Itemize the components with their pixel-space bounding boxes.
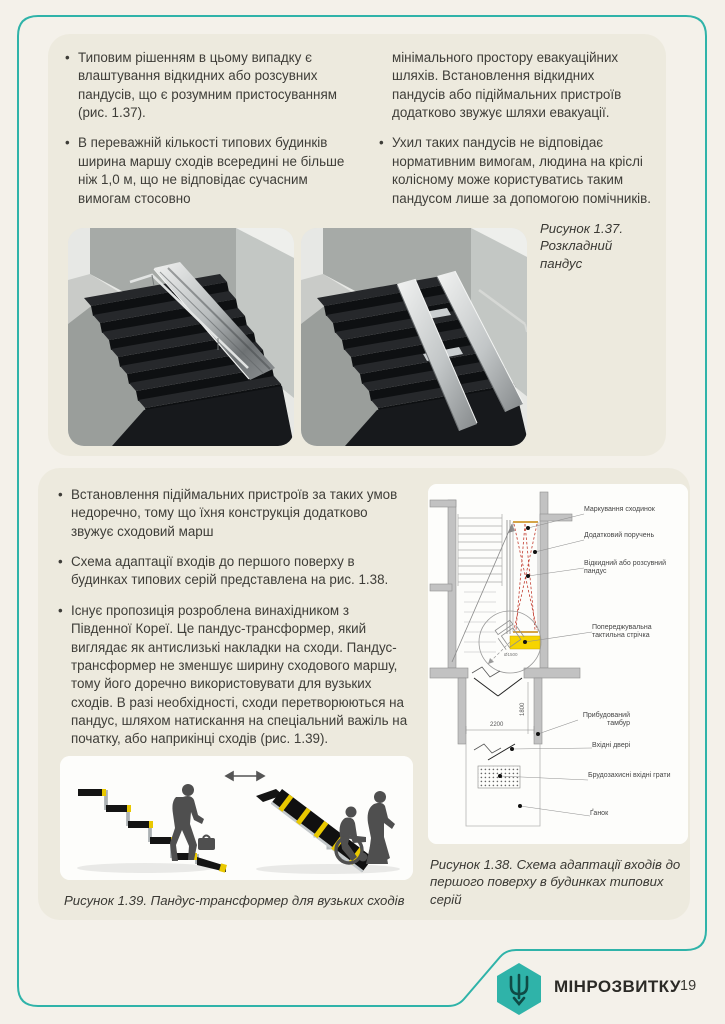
figure-1-39-caption: Рисунок 1.39. Пандус-трансформер для вузьких сходів [64,893,405,908]
paragraph-text: Ухил таких пандусів не відповідає нормативним вимогам, людина на кріслі колісному може користуватись таким пандусом лише за допомогою помічників. [392,135,651,206]
figure-1-38-caption: Рисунок 1.38. Схема адаптації входів до першого поверху в будинках типових серій [430,857,681,907]
figure-1-38-diagram [428,484,688,844]
page-number: 19 [680,978,697,994]
svg-text:Ø1500: Ø1500 [504,652,518,657]
paragraph [58,486,410,541]
bullet-dot: • [65,135,70,151]
top-content-card [48,34,666,456]
diagram-label-porch: Ґанок [590,810,609,817]
photo-folded-ramp [68,228,294,446]
paragraph-text: Встановлення підіймальних пристроїв за таких умов недоречно, тому що їхня конструкція додатково звужує сходовий марш [71,487,398,539]
paragraph [58,553,410,590]
bullet-dot: • [58,602,63,618]
paragraph-text: Існує пропозиція розроблена винахідником з Південної Кореї. Це пандус-трансформер, який виглядає як антислизькі накладки на сходи. Пандус-трансформер не зменшує ширину сходового маршу, тому його доречно використовувати для вузьких сходів. В разі необхідності, сходи перетворюються на пандус, шляхом натискання на спеціальний важіль на початку, або наприкінці сходів (рис. 1.39). [71,602,408,747]
figure-1-37 [68,228,527,446]
figure-1-39-image [60,756,413,880]
paragraph [65,49,357,122]
text-column-right [379,49,651,220]
paragraph [58,602,410,749]
paragraph [379,134,651,207]
figure-1-37-caption: Рисунок 1.37. Розкладний пандус [540,221,623,271]
svg-text:1800: 1800 [520,702,526,716]
bullet-dot: • [58,487,63,502]
svg-text:2200: 2200 [490,722,504,728]
diagram-label-extra-handrail: Додатковий поручень [584,532,655,539]
diagram-label-dirt-grate: Брудозахисні вхідні грати [588,772,671,779]
paragraph-text: Схема адаптації входів до першого поверху в будинках типових серій представлена на рис. 1.38. [71,554,389,588]
paragraph [65,134,357,207]
text-column-left [65,49,357,220]
ministry-brand-name: МІНРОЗВИТКУ [554,977,681,996]
paragraph-text: В переважній кількості типових будинків ширина маршу сходів всередині не більше ніж 1,0 м, що не відповідає сучасним вимогам стосовно [78,135,345,206]
bullet-dot: • [58,554,63,570]
bullet-dot: • [65,50,70,65]
diagram-label-step-marking: Маркування сходинок [584,506,655,513]
bottom-content-card [38,468,690,920]
diagram-label-tactile-strip: Попереджувальна тактильна стрічка [592,624,652,640]
paragraph-continuation: мінімального простору евакуаційних шляхів. Встановлення відкидних пандусів або підіймальних пристроїв додатково звужує шляхи евакуації. [392,50,622,121]
text-column [58,486,410,761]
diagram-label-folding-ramp: Відкидний або розсувний пандус [584,560,666,576]
paragraph-text: Типовим рішенням в цьому випадку є влаштування відкидних або розсувних пандусів, що є розумним пристосуванням (рис. 1.37). [78,50,337,121]
diagram-label-entrance-doors: Вхідні двері [592,742,631,749]
diagram-label-vestibule: Прибудований тамбур [582,712,630,728]
bullet-dot: • [379,135,384,151]
ministry-logo-icon [492,960,546,1023]
photo-deployed-ramp [301,228,527,446]
